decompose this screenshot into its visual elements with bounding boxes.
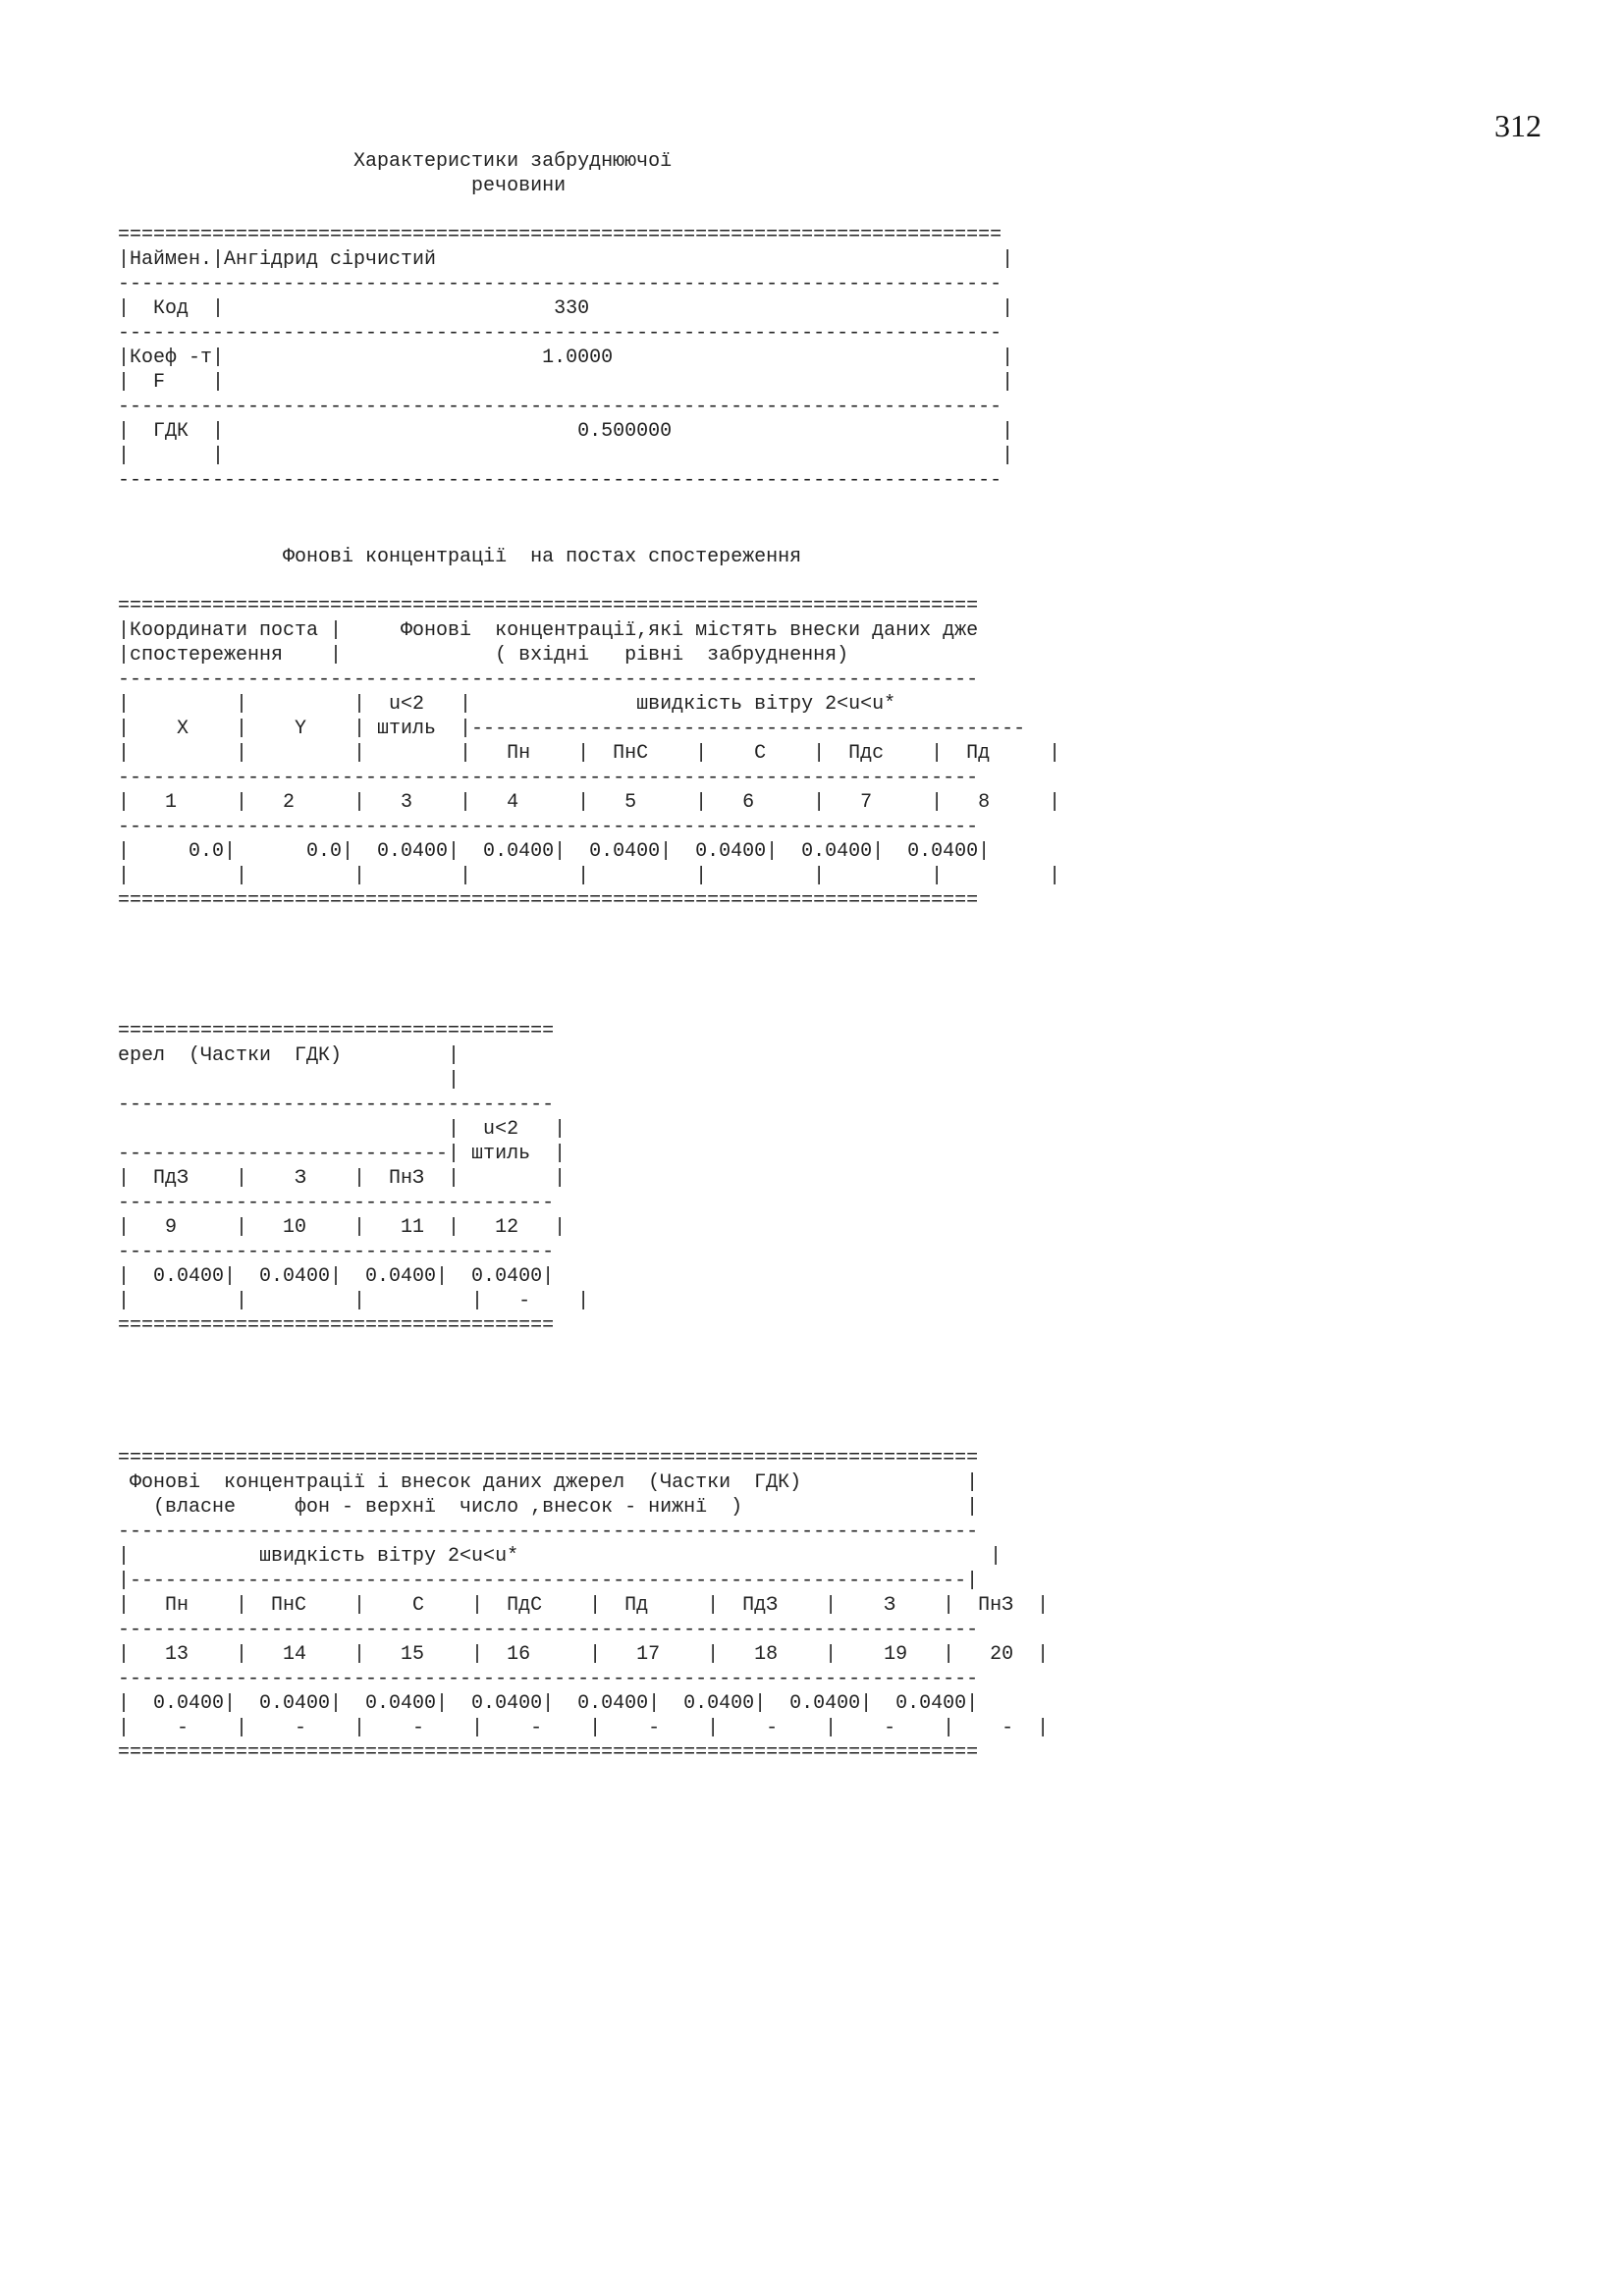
background-concentrations-continuation-table: ===================================== ерел (Частки ГДК) | | ------------------------------------- | u<2 | ----------------------------| штиль | | ПдЗ | З | ПнЗ | | ------------------------------------- | 9 | 10 | 11 | 12 | ------------------------------------- | 0.0400| 0.0400| 0.0400| 0.0400| | | | | - | ===================================== xyxy=(118,1020,590,1337)
background-and-source-contribution-table: ========================================================================= Фонові концентрації і внесок даних джерел (Частки ГДК) | (власне фон - верхнї число ,внесок - нижнї ) | ------------------------------------------------------------------------- | швидкість вітру 2<u<u* | |-----------------------------------------------------------------------| | Пн | ПнС | С | ПдС | Пд | ПдЗ | З | ПнЗ | ------------------------------------------------------------------------- | 13 | 14 | 15 | 16 | 17 | 18 | 19 | 20 | ------------------------------------------------------------------------- | 0.0400| 0.0400| 0.0400| 0.0400| 0.0400| 0.0400| 0.0400| 0.0400| | - | - | - | - | - | - | - | - | ========================================================================= xyxy=(118,1447,1050,1764)
page-number: 312 xyxy=(1494,108,1542,143)
background-concentrations-table: Фонові концентрації на постах спостереження ========================================================================= |Координати поста | Фонові концентрації,які містять внески даних дже |спостереження | ( вхідні рівні забруднення) ------------------------------------------------------------------------- | | | u<2 | швидкість вітру 2<u<u* | X | Y | штиль |----------------------------------------------- | | | | Пн | ПнС | С | Пдс | Пд | ------------------------------------------------------------------------- | 1 | 2 | 3 | 4 | 5 | 6 | 7 | 8 | ------------------------------------------------------------------------- | 0.0| 0.0| 0.0400| 0.0400| 0.0400| 0.0400| 0.0400| 0.0400| | | | | | | | | | ========================================================================= xyxy=(118,546,1061,912)
pollutant-characteristics-table: Характеристики забруднюючої речовини =========================================================================== |Наймен.|Ангідрид сірчистий | --------------------------------------------------------------------------- | Код | 330 | --------------------------------------------------------------------------- |Коеф -т| 1.0000 | | F | | --------------------------------------------------------------------------- | ГДК | 0.500000 | | | | --------------------------------------------------------------------------- xyxy=(118,150,1014,492)
